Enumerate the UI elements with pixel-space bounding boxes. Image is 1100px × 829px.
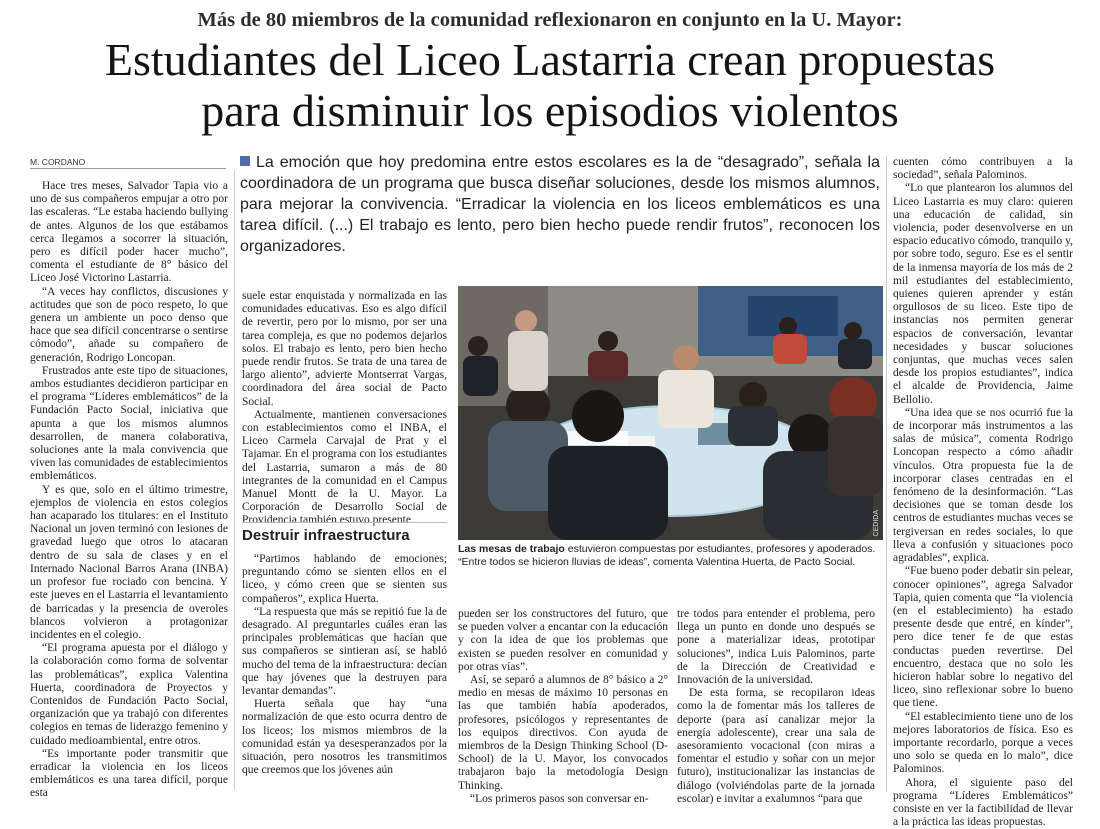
paragraph: “El programa apuesta por el diálogo y la colaboración como forma de solventar las problemáticas”, explica Valentina Huerta, coordinadora de Proyectos y Contenidos de Fundación Pacto Social, organización que ya trabajó con diferentes colegios en temas de liderazgo femenino y cuidado medioambiental, entre otros. bbox=[30, 642, 228, 747]
byline: M. CORDANO bbox=[30, 157, 86, 167]
lead-paragraph bbox=[240, 152, 880, 257]
caption-bold: Las mesas de trabajo bbox=[458, 543, 565, 555]
headline bbox=[0, 34, 1100, 136]
paragraph: Frustrados ante este tipo de situaciones, ambos estudiantes decidieron participar en el programa “Líderes emblemáticos” de la Fundación Pacto Social, iniciativa que apunta a que los mismos alumnos desarrollen, de manera colaborativa, soluciones ante la mala convivencia que viven las comunidades de establecimientos emblemáticos. bbox=[30, 364, 228, 483]
paragraph: “Una idea que se nos ocurrió fue la de incorporar más instrumentos a las salas de música”, comenta Rodrigo Loncopan respecto a cómo añadir vínculos. Otra propuesta fue la de incorporar clases centradas en el fenómeno de la desinformación. “Las decisiones que se toman desde los centros de estudiantes muchas veces se tergiversan en redes sociales, lo que lleva a confusión y situaciones poco agradables”, explica. bbox=[893, 406, 1073, 565]
paragraph: “Fue bueno poder debatir sin pelear, conocer opiniones”, agrega Salvador Tapia, quien comenta que “la violencia (en el establecimiento) ha estado presente desde que entré, en kínder”, pero dice tener fe de que estas conductas pueden revertirse. Del encuentro, destaca que no solo les hicieron hablar sobre lo negativo del liceo, sino reflexionar sobre lo bueno que tiene. bbox=[893, 565, 1073, 710]
headline-line-1: Estudiantes del Liceo Lastarria crean propuestas bbox=[104, 34, 996, 85]
paragraph: tre todos para entender el problema, pero llega un punto en donde uno después se pone a materializar ideas, prototipar soluciones”, indica Luis Palominos, parte de la Dirección de Creatividad e Innovación de la universidad. bbox=[677, 608, 875, 687]
column-1 bbox=[30, 180, 228, 801]
subhead: Destruir infraestructura bbox=[242, 527, 410, 544]
paragraph: Huerta señala que hay “una normalización de que esto ocurra dentro de los liceos; los mismos miembros de la comunidad están ya desesperanzados por la situación, pero nosotros les transmitimos que creemos que los jóvenes aún bbox=[242, 698, 447, 777]
column-rule bbox=[234, 170, 235, 790]
caption-line-2: “Entre todos se hicieron lluvias de ideas”, comenta Valentina Huerta, de Pacto Social. bbox=[458, 556, 856, 568]
article-photo bbox=[458, 286, 883, 540]
paragraph: Hace tres meses, Salvador Tapia vio a uno de sus compañeros empujar a otro por las escaleras. “Le estaba haciendo bullying de antes. Algunos de los que estábamos cerca llegamos a socorrer la situación, pero es difícil poder hacer mucho”, comenta el estudiante de 8° básico del Liceo José Victorino Lastarria. bbox=[30, 180, 228, 285]
paragraph: Así, se separó a alumnos de 8° básico a 2° medio en mesas de máximo 10 personas en las que también había apoderados, profesores, psicólogos y representantes de los equipos directivos. Con ayuda de miembros de la Design Thinking School (D-School) de la U. Mayor, los convocados trabajaron bajo la metodología Design Thinking. bbox=[458, 674, 668, 792]
kicker: Más de 80 miembros de la comunidad reflexionaron en conjunto en la U. Mayor: bbox=[197, 9, 903, 31]
paragraph: Y es que, solo en el último trimestre, ejemplos de violencia en estos colegios han acaparado los titulares: en el Instituto Nacional un joven terminó con lesiones de gravedad luego que otros lo atacaran dentro de su sala de clases y en el Internado Nacional Barros Arana (INBA) un profesor fue rociado con bencina. Y este jueves en el Lastarria el levantamiento de barricadas y la presencia de overoles blancos volvieron a protagonizar incidentes en el colegio. bbox=[30, 483, 228, 641]
byline-rule bbox=[30, 168, 226, 169]
column-2-continued bbox=[242, 553, 447, 777]
lead-text: La emoción que hoy predomina entre estos escolares es la de “desagrado”, señala la coordinadora de un programa que busca diseñar soluciones, desde los mismos alumnos, para mejorar la convivencia. “Erradicar la violencia en los liceos emblemáticos es una tarea difícil. (...) El trabajo es lento, pero bien hecho puede rendir frutos”, reconocen los organizadores. bbox=[240, 154, 880, 255]
paragraph: “Es importante poder transmitir que erradicar la violencia en los liceos emblemáticos es una tarea difícil, porque esta bbox=[30, 747, 228, 800]
paragraph: “La respuesta que más se repitió fue la de desagrado. Al preguntarles cuáles eran las principales problemáticas que hacían que sus compañeros se sintieran así, se habló mucho del tema de la infraestructura: decían que hay jóvenes que la destruyen para levantar demandas”. bbox=[242, 605, 447, 698]
paragraph: “Lo que plantearon los alumnos del Liceo Lastarria es muy claro: quieren una educación de calidad, sin violencia, poder desenvolverse en un espacio educativo cómodo, tranquilo y, por sobre todo, seguro. Ese es el sentir de la inmensa mayoría de los más de 2 mil estudiantes del establecimiento, quienes quieren aprender y están orgullosos de su liceo. Este tipo de instancias nos permiten generar espacios de conversación, levantar necesidades y buscar soluciones conjuntas, que muchas veces salen desde los propios estudiantes”, indica el alcalde de Providencia, Jaime Bellolio. bbox=[893, 182, 1074, 406]
lead-bullet-square bbox=[240, 156, 250, 166]
paragraph: “Partimos hablando de emociones; preguntando cómo se sienten ellos en el liceo, y cómo creen que se sienten sus compañeros”, explica Huerta. bbox=[242, 553, 447, 605]
paragraph: Actualmente, mantienen conversaciones con establecimientos como el INBA, el Liceo Carmela Carvajal de Prat y el Tajamar. En el programa con los estudiantes del Lastarria, sumaron a más de 80 integrantes de la comunidad en el Campus Manuel Montt de la U. Mayor. La Corporación de Desarrollo Social de Providencia también estuvo presente. bbox=[242, 408, 447, 527]
photo-credit: CEDIDA bbox=[873, 509, 880, 536]
photo-caption bbox=[458, 543, 888, 569]
paragraph: Ahora, el siguiente paso del programa “Líderes Emblemáticos” consiste en ver la factibilidad de llevar a la práctica las ideas propuestas. bbox=[893, 776, 1073, 829]
column-4 bbox=[677, 608, 875, 806]
column-rule bbox=[886, 156, 887, 792]
paragraph: suele estar enquistada y normalizada en las comunidades educativas. Eso es algo difícil de revertir, pero por lo mismo, por ser una tarea compleja, es que no podemos dejarlos solos. El trabajo es lento, pero bien hecho puede rendir frutos. Se trata de una tarea de largo aliento”, advierte Montserrat Vargas, coordinadora del área social de Pacto Social. bbox=[242, 290, 447, 408]
paragraph: “El establecimiento tiene uno de los mejores laboratorios de física. Eso es importante recordarlo, porque a veces uno solo se queda en lo malo”, dice Palominos. bbox=[893, 710, 1073, 776]
column-2 bbox=[242, 290, 447, 528]
paragraph: pueden ser los constructores del futuro, que se pueden volver a encantar con la educación y con la idea de que los problemas que existen se pueden resolver en comunidad y por otras vías”. bbox=[458, 608, 668, 673]
paragraph: “Los primeros pasos son conversar en- bbox=[470, 792, 649, 805]
column-3 bbox=[458, 608, 668, 806]
paragraph: cuenten cómo contribuyen a la sociedad”, señala Palominos. bbox=[893, 156, 1073, 182]
paragraph: De esta forma, se recopilaron ideas como la de fomentar más los talleres de deporte (para así canalizar mejor la energía adolescente), crear una sala de asesoramiento vocacional (con miras a fomentar el estudio y soñar con un mejor futuro), institucionalizar las instancias de diálogo (volviéndolas parte de la jornada escolar) e invitar a exalumnos “para que bbox=[677, 687, 875, 805]
caption-text: estuvieron compuestas por estudiantes, profesores y apoderados. bbox=[564, 543, 876, 555]
headline-line-2: para disminuir los episodios violentos bbox=[201, 85, 899, 136]
photo-illustration bbox=[458, 286, 883, 540]
paragraph: “A veces hay conflictos, discusiones y actitudes que son de poco respeto, lo que genera un ambiente un poco denso que hace que sea difícil concentrarse o sentirse cómodo”, añade su compañero de generación, Rodrigo Loncopan. bbox=[30, 285, 228, 364]
subhead-rule bbox=[242, 522, 447, 523]
column-5 bbox=[893, 156, 1073, 829]
